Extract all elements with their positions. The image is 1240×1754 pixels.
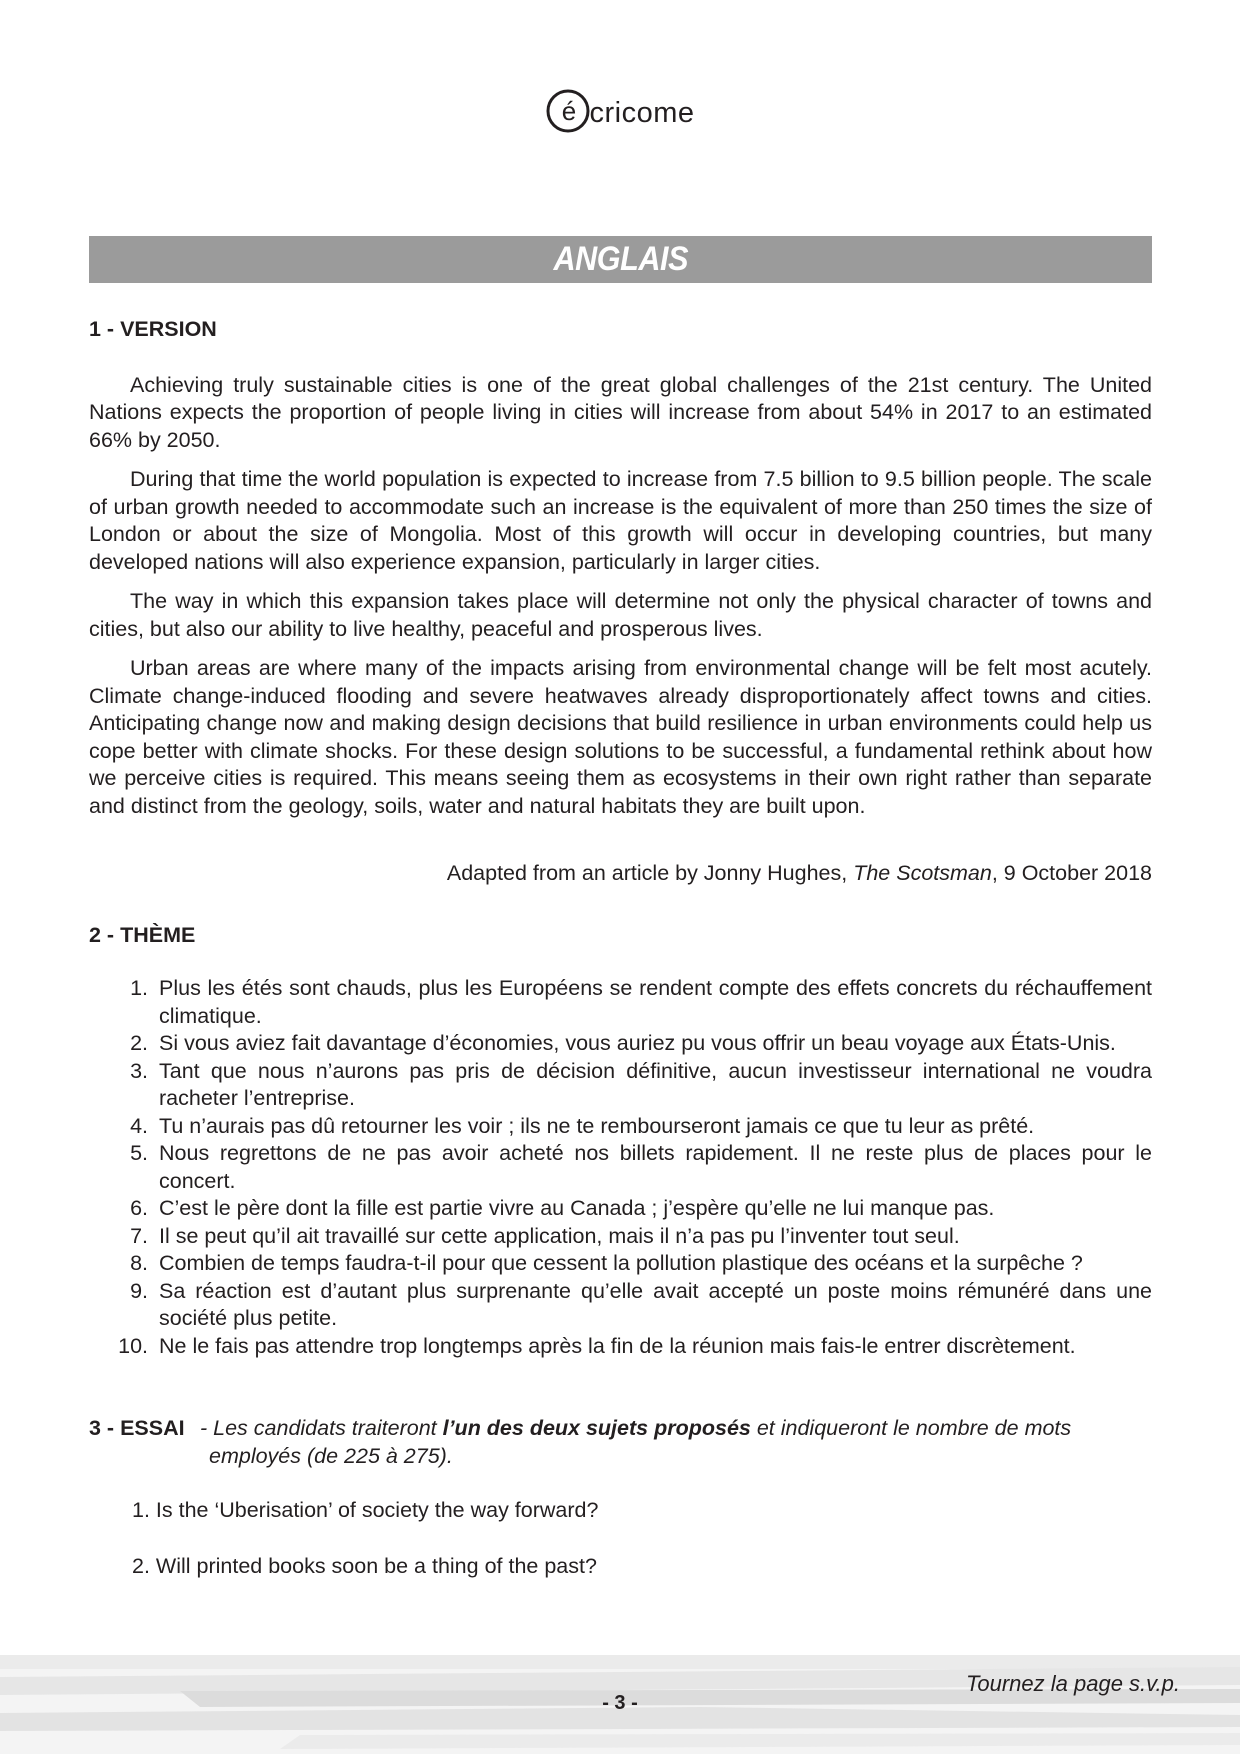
theme-item-number: 6.: [130, 1196, 148, 1220]
essai-heading: 3 - ESSAI: [89, 1416, 185, 1440]
version-paragraph: During that time the world population is expected to increase from 7.5 billion to 9.5 billion people. The scale of urban growth needed to accommodate such an increase is the equivalent of more than 250 times the size of London or about the size of Mongolia. Most of this growth will occur in developing countries, but many developed nations will also experience expansion, particularly in larger cities.: [89, 467, 1152, 574]
theme-item-number: 4.: [130, 1113, 148, 1138]
page-number: - 3 -: [602, 1692, 638, 1714]
theme-item-text: Tu n’aurais pas dû retourner les voir ; ils ne te rembourseront jamais ce que tu leur as prêté.: [159, 1113, 1035, 1138]
ecricome-logo-text: cricome: [589, 96, 695, 129]
essai-dash: -: [200, 1416, 214, 1440]
theme-item: [89, 975, 1152, 1030]
theme-item-text: Combien de temps faudra-t-il pour que cessent la pollution plastique des océans et la surpêche ?: [159, 1251, 1083, 1275]
theme-item: [89, 1058, 1152, 1113]
theme-item-text: Plus les étés sont chauds, plus les Européens se rendent compte des effets concrets du réchauffement climatique.: [159, 976, 1152, 1028]
ecricome-logo: [0, 88, 1240, 148]
theme-item: [89, 1223, 1152, 1251]
source-suffix: , 9 October 2018: [991, 861, 1152, 885]
essai-instr-bold: l’un des deux sujets proposés: [442, 1416, 751, 1440]
essai-topics: [89, 1497, 1152, 1580]
subject-banner: [89, 236, 1152, 283]
version-source: [89, 860, 1152, 888]
theme-list: [89, 975, 1152, 1360]
theme-item-text: Il se peut qu’il ait travaillé sur cette application, mais il n’a pas pu l’inventer tout seul.: [159, 1223, 960, 1248]
ecricome-logo-mark-icon: [545, 88, 591, 134]
theme-heading: 2 - THÈME: [89, 922, 196, 947]
essai-instr-before: Les candidats traiteront: [213, 1416, 443, 1440]
theme-item-number: 1.: [130, 976, 148, 1000]
theme-item-number: 2.: [130, 1031, 148, 1055]
theme-item: [89, 1278, 1152, 1333]
turn-page-note: Tournez la page s.v.p.: [965, 1671, 1180, 1696]
essai-topic: 2. Will printed books soon be a thing of the past?: [132, 1553, 597, 1578]
theme-item-text: C’est le père dont la fille est partie vivre au Canada ; j’espère qu’elle ne lui manque pas.: [159, 1196, 995, 1220]
theme-item-number: 3.: [130, 1058, 148, 1083]
svg-text:é: é: [562, 96, 577, 126]
theme-item-number: 9.: [130, 1278, 148, 1303]
theme-item: [89, 1250, 1152, 1278]
theme-item-text: Nous regrettons de ne pas avoir acheté nos billets rapidement. Il ne reste plus de places pour le concert.: [159, 1141, 1152, 1193]
theme-item: [89, 1333, 1152, 1361]
theme-item-text: Tant que nous n’aurons pas pris de décision définitive, aucun investisseur international ne voudra racheter l’entreprise.: [159, 1058, 1152, 1110]
version-paragraph: Urban areas are where many of the impacts arising from environmental change will be felt most acutely. Climate change-induced flooding and severe heatwaves already disproportionately affect towns and cities. Anticipating change now and making design decisions that build resilience in urban environments could help us cope better with climate shocks. For these design solutions to be successful, a fundamental rethink about how we perceive cities is required. This means seeing them as ecosystems in their own right rather than separate and distinct from the geology, soils, water and natural habitats they are built upon.: [89, 656, 1152, 818]
theme-item: [89, 1030, 1152, 1058]
essai-instr-after: et indiqueront le nombre de mots employés (de 225 à 275).: [209, 1416, 1072, 1468]
essai-section: [89, 1415, 1152, 1470]
theme-item: [89, 1140, 1152, 1195]
source-publication: The Scotsman: [853, 861, 992, 885]
essai-instructions: [200, 1416, 1072, 1468]
version-paragraph: Achieving truly sustainable cities is one of the great global challenges of the 21st century. The United Nations expects the proportion of people living in cities will increase from about 54% in 2017 to an estimated 66% by 2050.: [89, 372, 1152, 452]
subject-title: ANGLAIS: [553, 240, 688, 278]
version-text: [89, 372, 1152, 821]
theme-item: [89, 1113, 1152, 1141]
theme-item-number: 8.: [130, 1251, 148, 1275]
theme-item-text: Ne le fais pas attendre trop longtemps après la fin de la réunion mais fais-le entrer discrètement.: [159, 1333, 1076, 1358]
essai-topic: 1. Is the ‘Uberisation’ of society the way forward?: [132, 1498, 599, 1522]
theme-item-text: Sa réaction est d’autant plus surprenante qu’elle avait accepté un poste moins rémunéré dans une société plus petite.: [159, 1278, 1152, 1330]
source-prefix: Adapted from an article by Jonny Hughes,: [446, 861, 854, 885]
version-heading: 1 - VERSION: [89, 317, 217, 341]
exam-content: [89, 316, 1152, 1608]
theme-item-number: 5.: [130, 1141, 148, 1165]
theme-item-number: 7.: [130, 1223, 148, 1248]
theme-item-text: Si vous aviez fait davantage d’économies, vous auriez pu vous offrir un beau voyage aux États-Unis.: [159, 1031, 1116, 1055]
version-paragraph: The way in which this expansion takes place will determine not only the physical character of towns and cities, but also our ability to live healthy, peaceful and prosperous lives.: [89, 589, 1152, 641]
theme-item: [89, 1195, 1152, 1223]
theme-item-number: 10.: [118, 1333, 148, 1358]
